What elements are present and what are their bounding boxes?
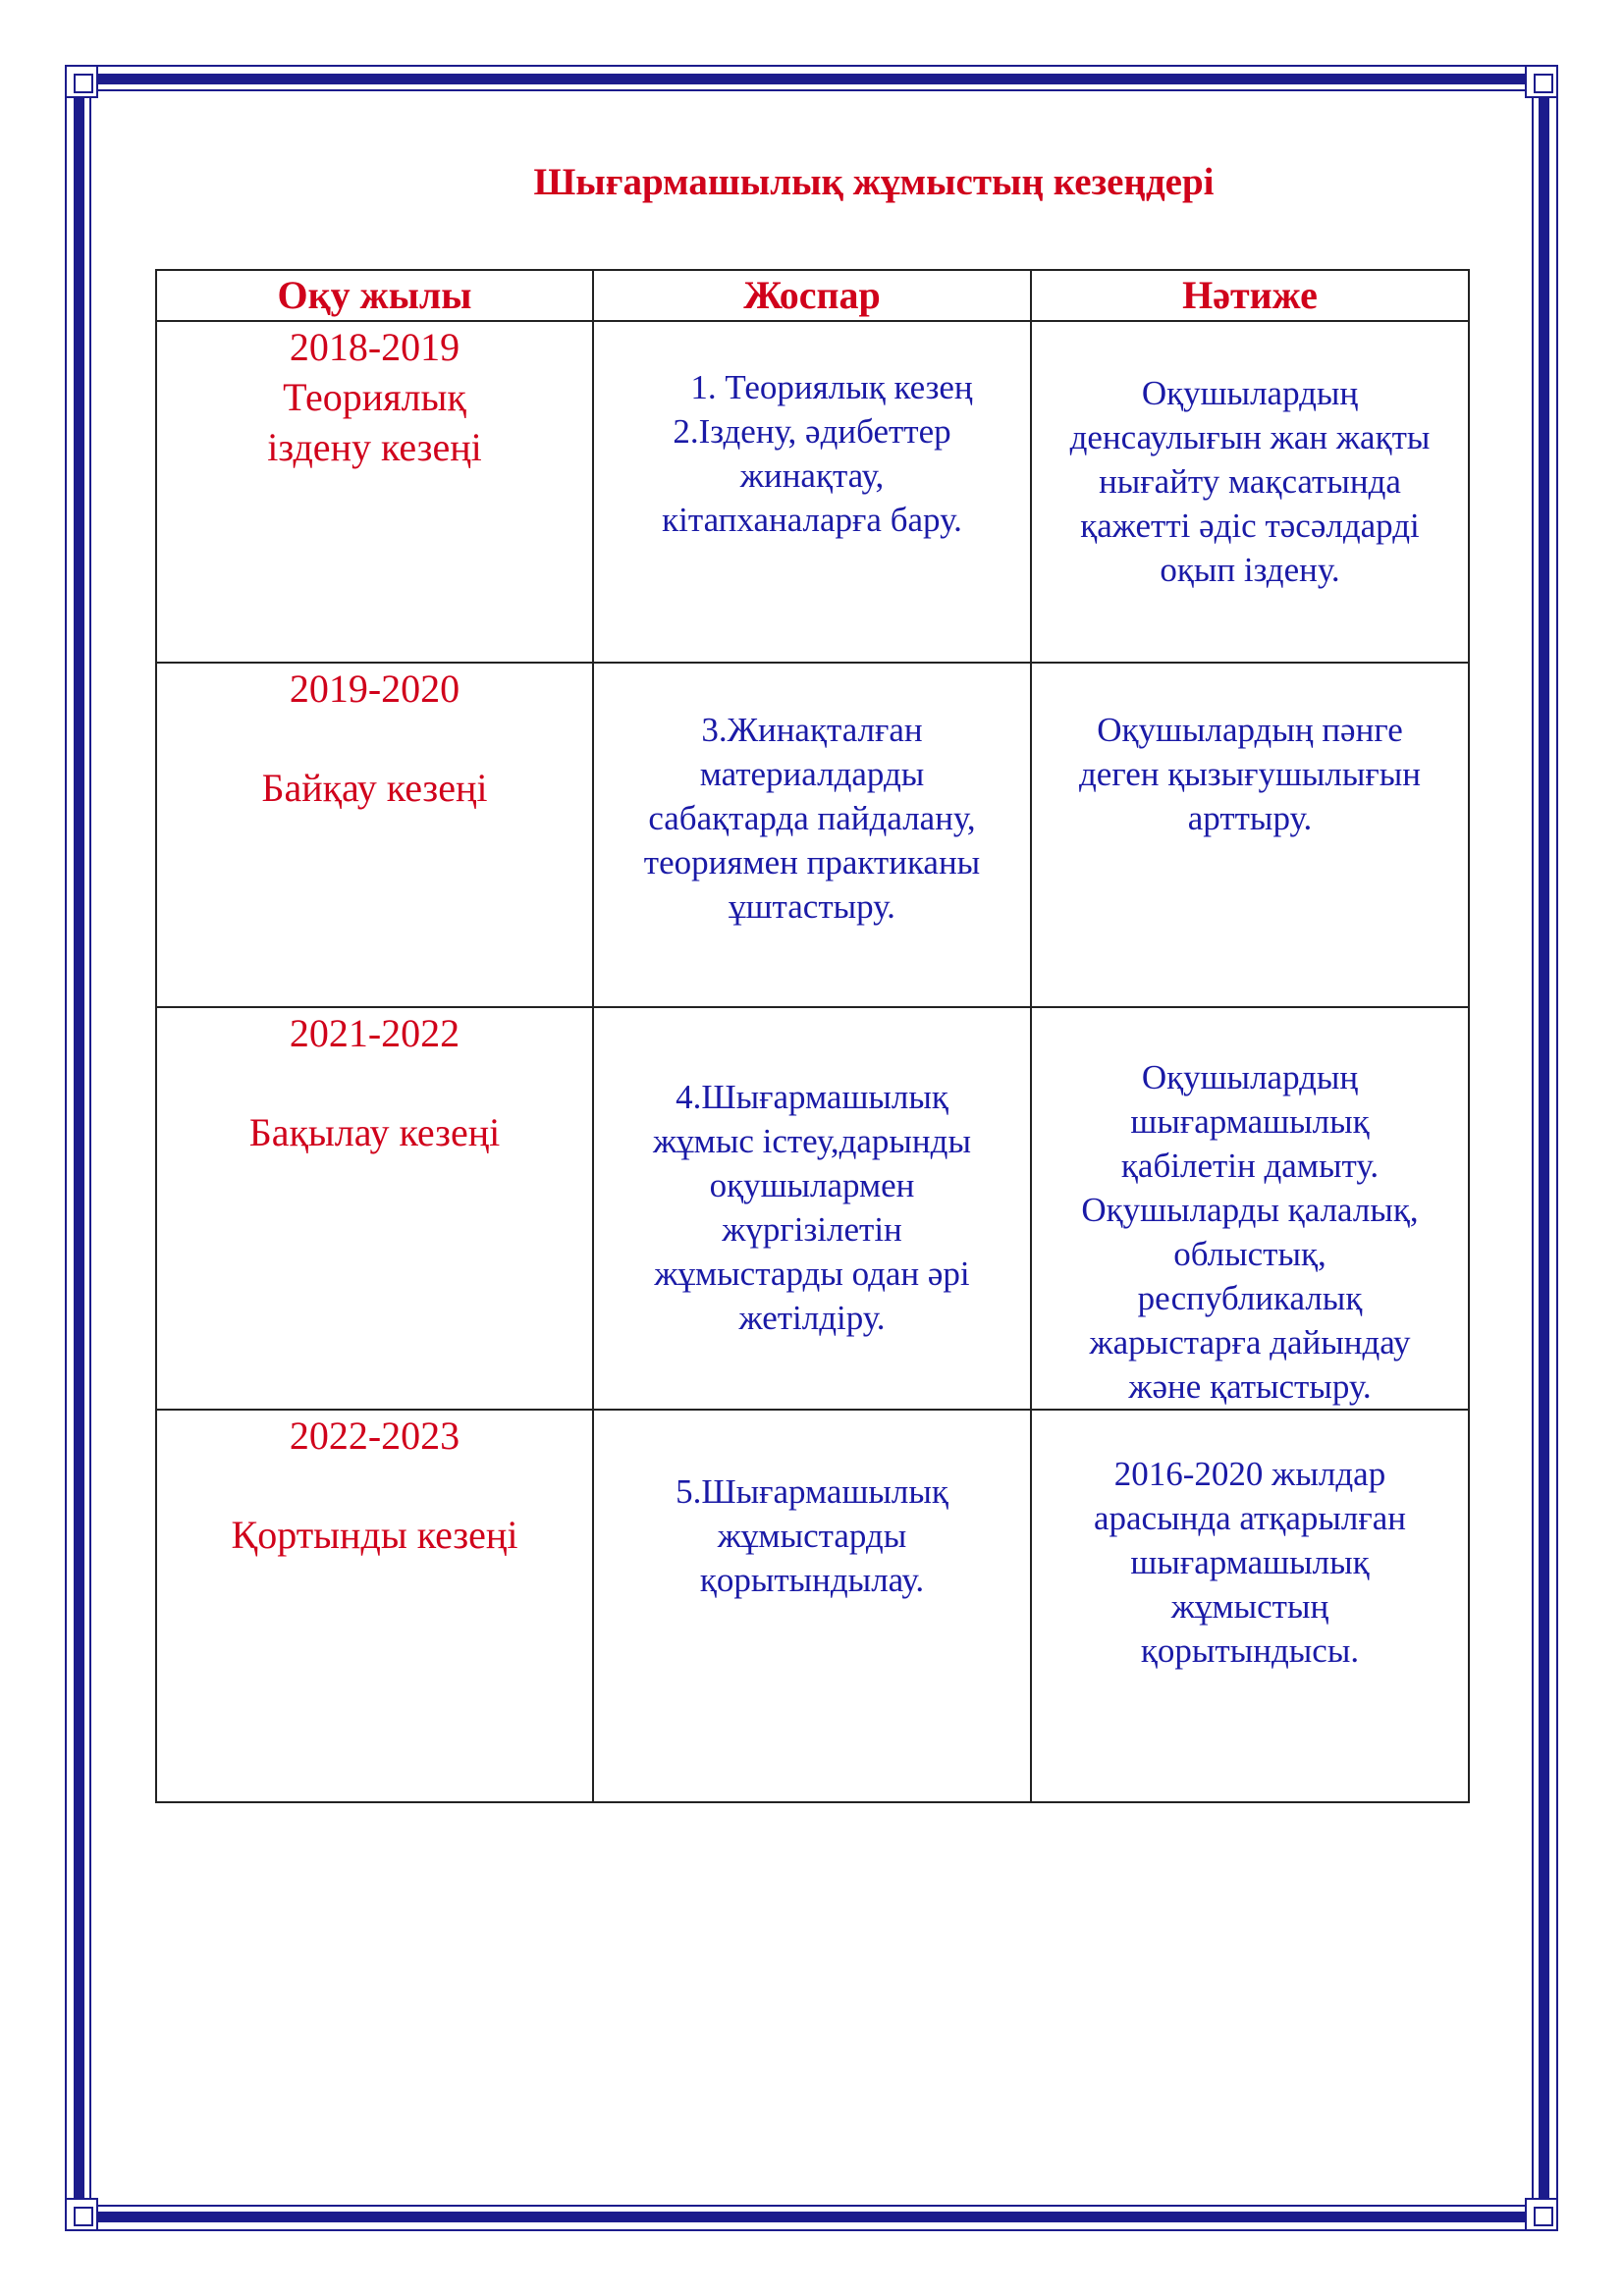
result-cell bbox=[1031, 1007, 1469, 1410]
year-range: 2021-2022 bbox=[289, 1011, 460, 1055]
result-line: жарыстарға дайындау bbox=[1089, 1323, 1411, 1362]
plan-line: оқушылармен bbox=[709, 1166, 915, 1204]
header-plan: Жоспар bbox=[593, 270, 1031, 321]
result-line: денсаулығын жан жақты bbox=[1069, 418, 1431, 456]
result-line: Оқушылардың bbox=[1141, 1058, 1359, 1096]
spacer bbox=[157, 1058, 592, 1107]
corner-ornament bbox=[65, 65, 98, 98]
table-row bbox=[156, 1007, 1469, 1410]
result-line: Оқушыларды қалалық, bbox=[1081, 1191, 1419, 1229]
year-cell bbox=[156, 321, 593, 663]
result-line: оқып іздену. bbox=[1160, 551, 1340, 589]
year-cell bbox=[156, 663, 593, 1007]
table-header-row bbox=[156, 270, 1469, 321]
result-line: және қатыстыру. bbox=[1128, 1367, 1372, 1406]
plan-line: 4.Шығармашылық bbox=[676, 1078, 948, 1116]
corner-ornament bbox=[1525, 2198, 1558, 2231]
plan-cell bbox=[593, 663, 1031, 1007]
spacer bbox=[157, 1461, 592, 1510]
result-line: деген қызығушылығын bbox=[1078, 755, 1422, 793]
spacer bbox=[157, 714, 592, 763]
table-row bbox=[156, 663, 1469, 1007]
plan-line: сабақтарда пайдалану, bbox=[648, 799, 976, 837]
result-line: қажетті әдіс тәсәлдарді bbox=[1080, 507, 1420, 545]
plan-line: жүргізілетін bbox=[722, 1210, 902, 1249]
result-line: нығайту мақсатында bbox=[1099, 462, 1401, 501]
plan-line: кітапханаларға бару. bbox=[662, 501, 962, 539]
stage-name: Бақылау кезеңі bbox=[248, 1110, 501, 1154]
result-line: шығармашылық bbox=[1130, 1102, 1370, 1141]
year-cell bbox=[156, 1007, 593, 1410]
result-cell bbox=[1031, 1410, 1469, 1802]
plan-line: 5.Шығармашылық bbox=[676, 1472, 948, 1511]
plan-line: 2.Іздену, әдибеттер bbox=[673, 412, 951, 451]
plan-cell bbox=[593, 1007, 1031, 1410]
header-result: Нәтиже bbox=[1031, 270, 1469, 321]
plan-line: қорытындылау. bbox=[699, 1561, 925, 1599]
result-line: облыстық, bbox=[1173, 1235, 1326, 1273]
plan-line: 3.Жинақталған bbox=[701, 711, 923, 749]
year-range: 2018-2019 bbox=[289, 325, 460, 369]
year-cell bbox=[156, 1410, 593, 1802]
stage-name: іздену кезеңі bbox=[267, 425, 482, 469]
plan-line: материалдарды bbox=[699, 755, 925, 793]
stage-name: Теориялық bbox=[283, 375, 466, 419]
plan-line: жұмыс істеу,дарынды bbox=[652, 1122, 971, 1160]
result-line: арасында атқарылған bbox=[1093, 1499, 1406, 1537]
stage-name: Қортынды кезеңі bbox=[231, 1513, 518, 1557]
plan-line: жинақтау, bbox=[739, 456, 885, 495]
result-line: Оқушылардың bbox=[1141, 374, 1359, 412]
plan-cell bbox=[593, 1410, 1031, 1802]
result-line: қорытындысы. bbox=[1140, 1631, 1360, 1670]
plan-cell bbox=[593, 321, 1031, 663]
page-title: Шығармашылық жұмыстың кезеңдері bbox=[533, 161, 1215, 203]
stages-table bbox=[155, 269, 1470, 1803]
result-line: арттыру. bbox=[1187, 799, 1313, 837]
plan-line: жұмыстарды одан әрі bbox=[654, 1255, 970, 1293]
result-cell bbox=[1031, 321, 1469, 663]
table-row bbox=[156, 321, 1469, 663]
stage-name: Байқау кезеңі bbox=[261, 766, 488, 810]
corner-ornament bbox=[1525, 65, 1558, 98]
year-range: 2022-2023 bbox=[289, 1414, 460, 1458]
result-line: Оқушылардың пәнге bbox=[1097, 711, 1403, 749]
result-line: 2016-2020 жылдар bbox=[1113, 1455, 1386, 1493]
header-academic-year: Оқу жылы bbox=[156, 270, 593, 321]
plan-line: теориямен практиканы bbox=[643, 843, 981, 881]
plan-line: жетілдіру. bbox=[738, 1299, 886, 1337]
plan-line: ұштастыру. bbox=[729, 887, 895, 926]
result-line: республикалық bbox=[1137, 1279, 1363, 1317]
table-row bbox=[156, 1410, 1469, 1802]
result-line: шығармашылық bbox=[1130, 1543, 1370, 1581]
plan-line: 1. Теориялық кезең bbox=[690, 368, 973, 406]
result-cell bbox=[1031, 663, 1469, 1007]
year-range: 2019-2020 bbox=[289, 667, 460, 711]
result-line: жұмыстың bbox=[1170, 1587, 1329, 1626]
corner-ornament bbox=[65, 2198, 98, 2231]
result-line: қабілетін дамыту. bbox=[1120, 1147, 1380, 1185]
plan-line: жұмыстарды bbox=[717, 1517, 907, 1555]
